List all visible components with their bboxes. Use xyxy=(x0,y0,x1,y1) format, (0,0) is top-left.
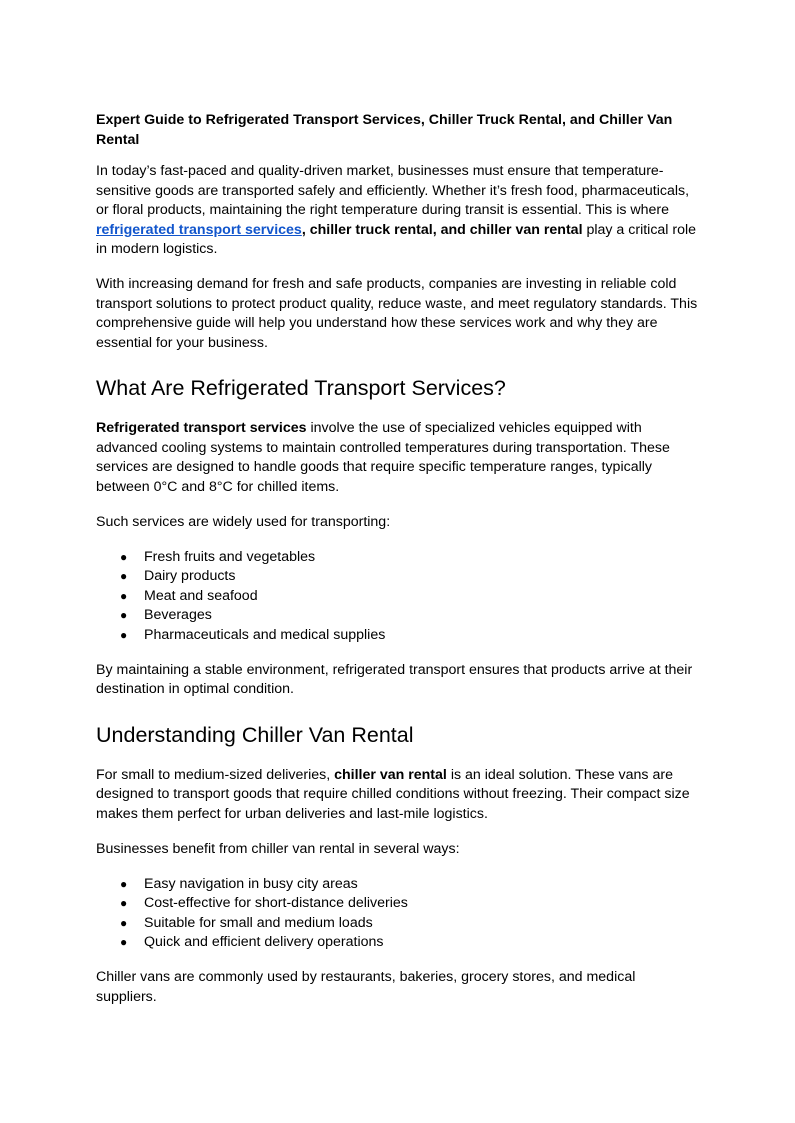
intro-paragraph-2: With increasing demand for fresh and safe products, companies are investing in reliable cold transport solutions to protect product quality, reduce waste, and meet regulatory standards. This comprehensive guide will help you understand how these services work and why they are essential for your business. xyxy=(96,276,698,351)
bullet-icon: ● xyxy=(120,896,128,910)
list-item xyxy=(96,567,700,587)
list-item-text: Cost-effective for short-distance deliveries xyxy=(144,895,408,911)
section-heading-chiller-van-rental: Understanding Chiller Van Rental xyxy=(96,722,414,747)
section2-paragraph-1-rest: is an ideal solution. These vans are designed to transport goods that require chilled conditions without freezing. Their compact size makes them perfect for urban deliveries and last-mile logistics. xyxy=(96,766,690,822)
section2-bold-term: chiller van rental xyxy=(334,766,447,783)
list-item xyxy=(96,933,700,953)
list-item xyxy=(96,875,700,895)
bullet-icon: ● xyxy=(120,608,128,622)
list-item-text: Quick and efficient delivery operations xyxy=(144,934,384,950)
list-item-text: Suitable for small and medium loads xyxy=(144,914,373,931)
section2-paragraph-1 xyxy=(96,766,700,825)
bullet-icon: ● xyxy=(120,549,128,564)
list-item-text: Meat and seafood xyxy=(144,587,258,604)
bullet-icon: ● xyxy=(120,569,128,583)
bullet-icon: ● xyxy=(120,915,128,930)
list-item xyxy=(96,587,700,607)
list-item xyxy=(96,606,700,626)
intro-paragraph-1 xyxy=(96,162,700,260)
intro-bold-phrase: , chiller truck rental, and chiller van rental xyxy=(301,221,583,238)
list-item-text: Dairy products xyxy=(144,568,236,584)
section2-paragraph-3: Chiller vans are commonly used by restaurants, bakeries, grocery stores, and medical suppliers. xyxy=(96,969,636,1005)
section1-paragraph-3: By maintaining a stable environment, refrigerated transport ensures that products arrive at their destination in optimal condition. xyxy=(96,661,693,697)
bullet-icon: ● xyxy=(120,588,128,603)
section2-bullet-list xyxy=(96,875,700,953)
section1-bullet-list xyxy=(96,548,700,646)
list-item-text: Pharmaceuticals and medical supplies xyxy=(144,626,386,643)
bullet-icon: ● xyxy=(120,876,128,891)
document-title: Expert Guide to Refrigerated Transport Services, Chiller Truck Rental, and Chiller Van Rental xyxy=(96,112,673,148)
section1-paragraph-1-rest: involve the use of specialized vehicles equipped with advanced cooling systems to maintain controlled temperatures during transportation. These services are designed to handle goods that require specific temperature ranges, typically between 0°C and 8°C for chilled items. xyxy=(96,420,670,495)
section1-paragraph-2: Such services are widely used for transporting: xyxy=(96,513,391,530)
list-item-text: Easy navigation in busy city areas xyxy=(144,875,358,892)
list-item xyxy=(96,894,700,914)
list-item xyxy=(96,548,700,568)
bullet-icon: ● xyxy=(120,627,128,642)
refrigerated-transport-services-link[interactable]: refrigerated transport services xyxy=(96,221,302,238)
bullet-icon: ● xyxy=(120,935,128,949)
list-item-text: Beverages xyxy=(144,607,212,623)
list-item xyxy=(96,914,700,934)
section1-bold-term: Refrigerated transport services xyxy=(96,420,307,436)
intro-text-start: In today’s fast-paced and quality-driven market, businesses must ensure that temperature-sensitive goods are transported safely and efficiently. Whether it’s fresh food, pharmaceuticals, or floral products, maintaining the right temperature during transit is essential. This is where xyxy=(96,163,690,218)
section-heading-refrigerated-transport: What Are Refrigerated Transport Services? xyxy=(96,376,506,400)
section2-text-start: For small to medium-sized deliveries, xyxy=(96,766,335,783)
list-item-text: Fresh fruits and vegetables xyxy=(144,548,316,565)
list-item xyxy=(96,626,700,646)
intro-text-end: play a critical role in modern logistics. xyxy=(96,221,697,257)
section2-paragraph-2: Businesses benefit from chiller van rental in several ways: xyxy=(96,840,460,857)
document-page xyxy=(96,111,700,1023)
section1-paragraph-1 xyxy=(96,419,700,497)
